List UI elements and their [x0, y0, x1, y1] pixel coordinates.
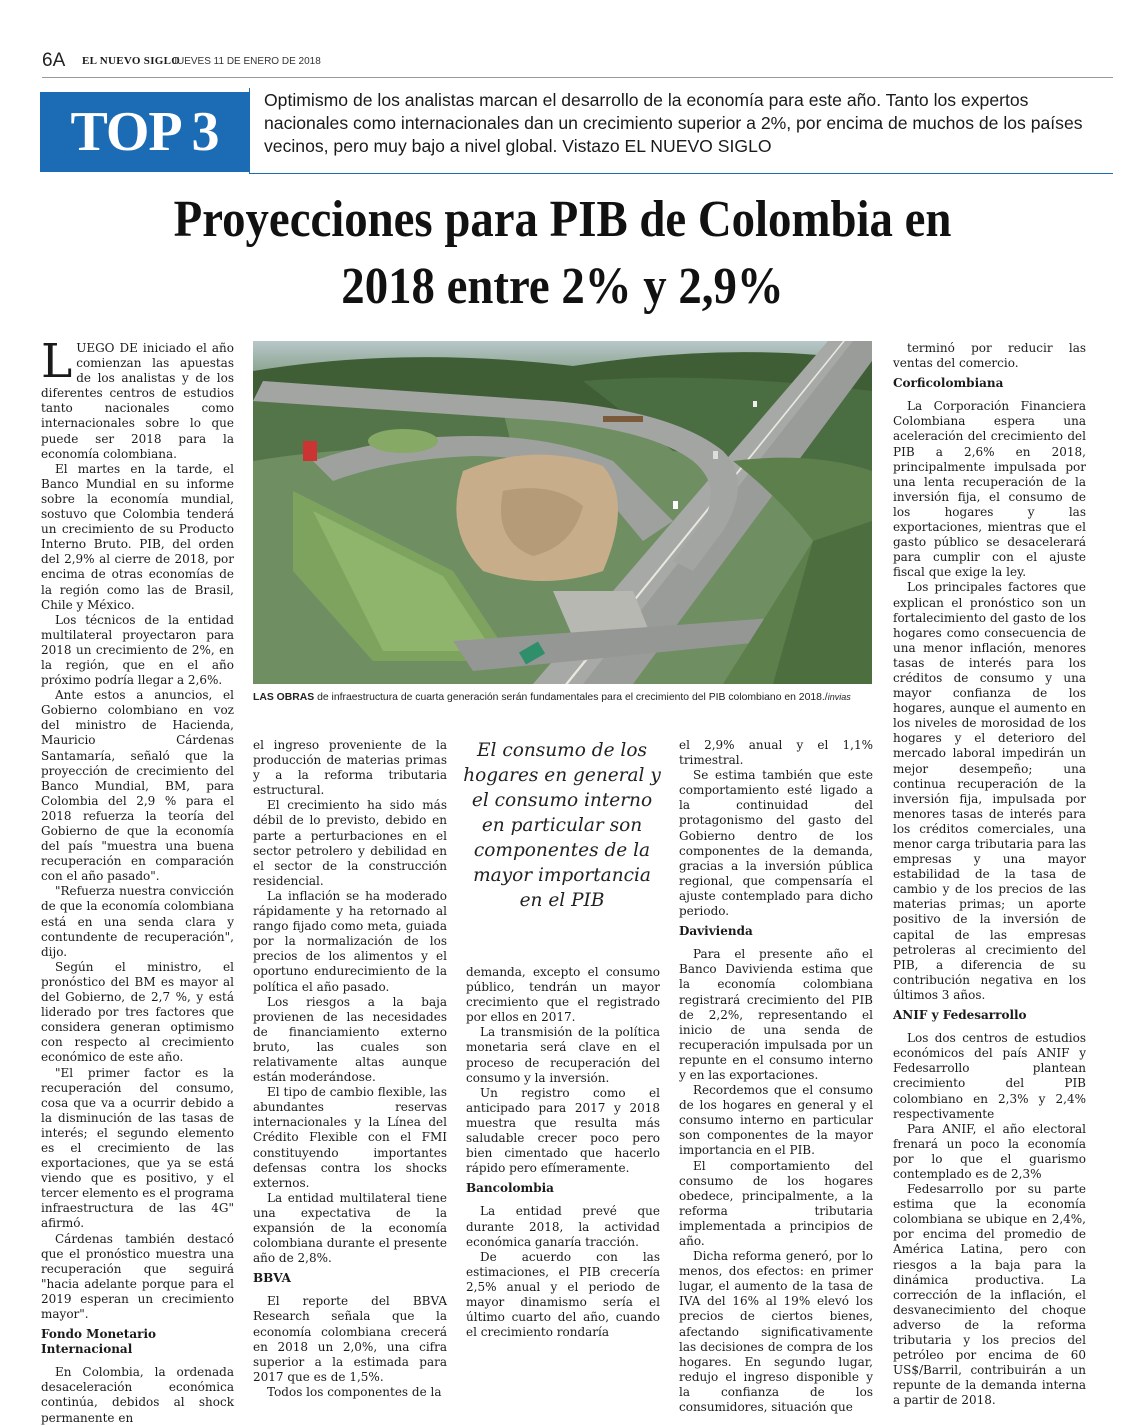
subheading: ANIF y Fedesarrollo [893, 1008, 1027, 1023]
paragraph: En Colombia, la ordenada desaceleración económica continúa, debidos al shock permanente en [41, 1365, 234, 1425]
paragraph: el ingreso proveniente de la producción de materias primas y a la reforma tributaria estructural. [253, 738, 447, 798]
paragraph: El reporte del BBVA Research señala que la economía colombiana crecerá en 2018 un 2,0%, una cifra superior a la estimada para 2017 que es de 1,5%. [253, 1294, 447, 1384]
paragraph: El tipo de cambio flexible, las abundantes reservas internacionales y la Línea del Crédito Flexible con el FMI constituyendo importantes defensas contra los shocks externos. [253, 1085, 447, 1190]
section-badge: TOP 3 [40, 92, 249, 172]
article-column-4 [679, 738, 873, 1415]
paragraph: Los principales factores que explican el pronóstico son un fortalecimiento del gasto de los hogares como consecuencia de una menor inflación, menores tasas de interés para los créditos de consumo y una mayor confianza de los hogares, aunque el aumento en los niveles de morosidad de los hogares y el deterioro del mercado laboral impedirán un mejor desempeño; una continua recuperación de la inversión fija, impulsada por menores tasas de interés para los créditos comerciales, una menor carga tributaria para las empresas y una mayor estabilidad de la tasa de cambio y de los precios de las materias primas; un aporte positivo de la inversión de capital de las empresas petroleras al crecimiento del PIB, a diferencia de su contribución negativa en los últimos 3 años. [893, 580, 1086, 1002]
issue-date: JUEVES 11 DE ENERO DE 2018 [172, 56, 321, 67]
paragraph: La Corporación Financiera Colombiana espera una aceleración del crecimiento del PIB a 2,6% en 2018, principalmente impulsada por una lenta recuperación de la inversión fija, el consumo de los hogares y las exportaciones, mientras que el gasto público se desacelerará para cumplir con el ajuste fiscal que exige la ley. [893, 399, 1086, 580]
pull-quote: El consumo de los hogares en general y el consumo interno en particular son componentes de la mayor importancia en el PIB [463, 740, 661, 911]
paragraph: La entidad multilateral tiene una expectativa de la expansión de la economía colombiana durante el presente año de 2,8%. [253, 1190, 447, 1266]
paragraph: Ante estos a anuncios, el Gobierno colombiano en voz del ministro de Hacienda, Mauricio Cárdenas Santamaría, señaló que la proyección de crecimiento del Banco Mundial, BM, para Colombia del 2,9 % para el 2018 refuerza la teoría del Gobierno de que la economía del país "muestra una buena recuperación en comparación con el año pasado". [41, 688, 234, 884]
paragraph: terminó por reducir las ventas del comercio. [893, 341, 1086, 371]
subheading: BBVA [253, 1271, 291, 1286]
paragraph: "Refuerza nuestra convicción de que la economía colombiana está en una senda clara y contundente de recuperación", dijo. [41, 884, 234, 959]
paragraph: LUEGO DE iniciado el año comienzan las apuestas de los analistas y de los diferentes centros de estudios tanto nacionales como internacionales sobre lo que puede ser 2018 para la economía colombiana. [41, 334, 234, 461]
paragraph: Los riesgos a la baja provienen de las necesidades de financiamiento externo bruto, las cuales son relativamente altas aunque están moderándose. [253, 994, 447, 1085]
paragraph: "El primer factor es la recuperación del consumo, cosa que va a ocurrir debido a la disminución de las tasas de interés; el segundo elemento es el crecimiento de las exportaciones, que ya se está viendo que es positivo, y el tercer elemento es el programa infraestructura de las 4G" afirmó. [41, 1065, 234, 1231]
photo-caption [253, 690, 873, 705]
paragraph: Según el ministro, el pronóstico del BM es mayor al del Gobierno, de 2,7 %, y está liderado por tres factores que considera generan optimismo con respecto al crecimiento económico de este año. [41, 959, 234, 1065]
paragraph: La entidad prevé que durante 2018, la actividad económica ganaría tracción. [466, 1204, 660, 1249]
paragraph: La transmisión de la política monetaria será clave en el proceso de recuperación del consumo y la inversión. [466, 1025, 660, 1085]
caption-credit: invias [827, 692, 851, 702]
header-rule [42, 77, 1113, 78]
article-column-1 [41, 334, 234, 1426]
caption-lead: LAS OBRAS [253, 692, 315, 703]
paragraph: Todos los componentes de la [267, 1384, 442, 1399]
caption-text: de infraestructura de cuarta generación serán fundamentales para el crecimiento del PIB colombiano en 2018./ [314, 692, 828, 703]
paragraph: demanda, excepto el consumo público, tendrán un mayor crecimiento que el registrado por ellos en 2017. [466, 965, 660, 1025]
paragraph: El crecimiento ha sido más débil de lo previsto, debido en parte a perturbaciones en el sector petrolero y debilidad en el sector de la construcción residencial. [253, 798, 447, 888]
subheading: Bancolombia [466, 1181, 554, 1196]
headline [110, 186, 1015, 320]
paragraph: Un registro como el anticipado para 2017 y 2018 muestra que resulta más saludable crecer poco pero bien cimentado que hacerlo rápido pero efímeramente. [466, 1085, 660, 1176]
article-column-5 [893, 341, 1086, 1408]
highway-interchange-image [253, 341, 872, 684]
paragraph: Cárdenas también destacó que el pronóstico muestra una recuperación que seguirá "hacia adelante porque para el 2019 esperan un crecimiento mayor". [41, 1231, 234, 1321]
page-number: 6A [42, 50, 66, 71]
article-column-3 [466, 965, 660, 1340]
paragraph: Los técnicos de la entidad multilateral proyectaron para 2018 un crecimiento de 2%, en la región, que en el año próximo podría llegar a 2,6%. [41, 612, 234, 688]
intro-text: Optimismo de los analistas marcan el desarrollo de la economía para este año. Tanto los expertos nacionales como internacionales dan un crecimiento superior a 2%, por encima de muchos de los países vecinos, pero muy bajo a nivel global. Vistazo EL NUEVO SIGLO [264, 90, 1083, 156]
intro-divider [249, 88, 250, 173]
paragraph: De acuerdo con las estimaciones, el PIB crecería 2,5% anual y el periodo de mayor dinamismo sería el último cuarto del año, cuando el crecimiento rondaría [466, 1249, 660, 1340]
article-column-2 [253, 738, 447, 1400]
headline-line-1: Proyecciones para PIB de Colombia en [173, 191, 952, 248]
headline-line-2: 2018 entre 2% y 2,9% [341, 258, 784, 315]
subheading: Davivienda [679, 924, 753, 939]
paragraph: Se estima también que este comportamiento esté ligado a la continuidad del protagonismo del gasto del Gobierno dentro de los componentes de la demanda, gracias a la inversión pública regional, que compensaría el ajuste contemplado para dicho periodo. [679, 768, 873, 919]
paragraph: el 2,9% anual y el 1,1% trimestral. [679, 738, 873, 768]
paragraph: Fedesarrollo por su parte estima que la economía colombiana se ubique en 2,4%, por encima del promedio de América Latina, pero con riesgos a la baja para la dinámica productiva. La corrección de la inflación, el desvanecimiento del choque adverso de la reforma tributaria y los precios del petróleo por encima de 60 US$/Barril, contribuirán a un repunte de la demanda interna a partir de 2018. [893, 1182, 1086, 1408]
subheading: Fondo Monetario Internacional [41, 1327, 157, 1357]
article-photo [253, 341, 872, 684]
paragraph: El martes en la tarde, el Banco Mundial en su informe sobre la economía mundial, sostuvo que Colombia tenderá un crecimiento de su Producto Interno Bruto. PIB, del orden del 2,9% al cierre de 2018, por encima de otras economías de la región como las de Brasil, Chile y México. [41, 461, 234, 612]
subheading: Corficolombiana [893, 376, 1004, 391]
paragraph: El comportamiento del consumo de los hogares obedece, principalmente, a la reforma tributaria implementada a principios de año. [679, 1158, 873, 1248]
intro-rule [249, 173, 1113, 174]
paragraph: Dicha reforma generó, por lo menos, dos efectos: en primer lugar, el aumento de la tasa de IVA del 16% al 19% elevó los precios de ciertos bienes, afectando significativamente las decisiones de compra de los hogares. En segundo lugar, redujo el ingreso disponible y la confianza de los consumidores, situación que [679, 1249, 873, 1415]
paragraph: Los dos centros de estudios económicos del país ANIF y Fedesarrollo plantean crecimiento del PIB colombiano en 2,3% y 2,4% respectivamente [893, 1031, 1086, 1121]
paragraph: La inflación se ha moderado rápidamente y ha retornado al rango fijado como meta, guiada por la normalización de los precios de los alimentos y el oportuno endurecimiento de la política el año pasado. [253, 888, 447, 994]
paper-name: EL NUEVO SIGLO [82, 55, 181, 67]
paragraph: Para ANIF, el año electoral frenará un poco la economía por lo que el guarismo contemplado es de 2,3% [893, 1121, 1086, 1181]
drop-cap: L [41, 334, 73, 389]
paragraph: Para el presente año el Banco Davivienda estima que la economía colombiana registrará crecimiento del PIB de 2,2%, representando el inicio de una senda de recuperación impulsada por un repunte en el consumo interno y en las exportaciones. [679, 947, 873, 1082]
paragraph: Recordemos que el consumo de los hogares en general y el consumo interno en particular son componentes de la mayor importancia en el PIB. [679, 1083, 873, 1158]
